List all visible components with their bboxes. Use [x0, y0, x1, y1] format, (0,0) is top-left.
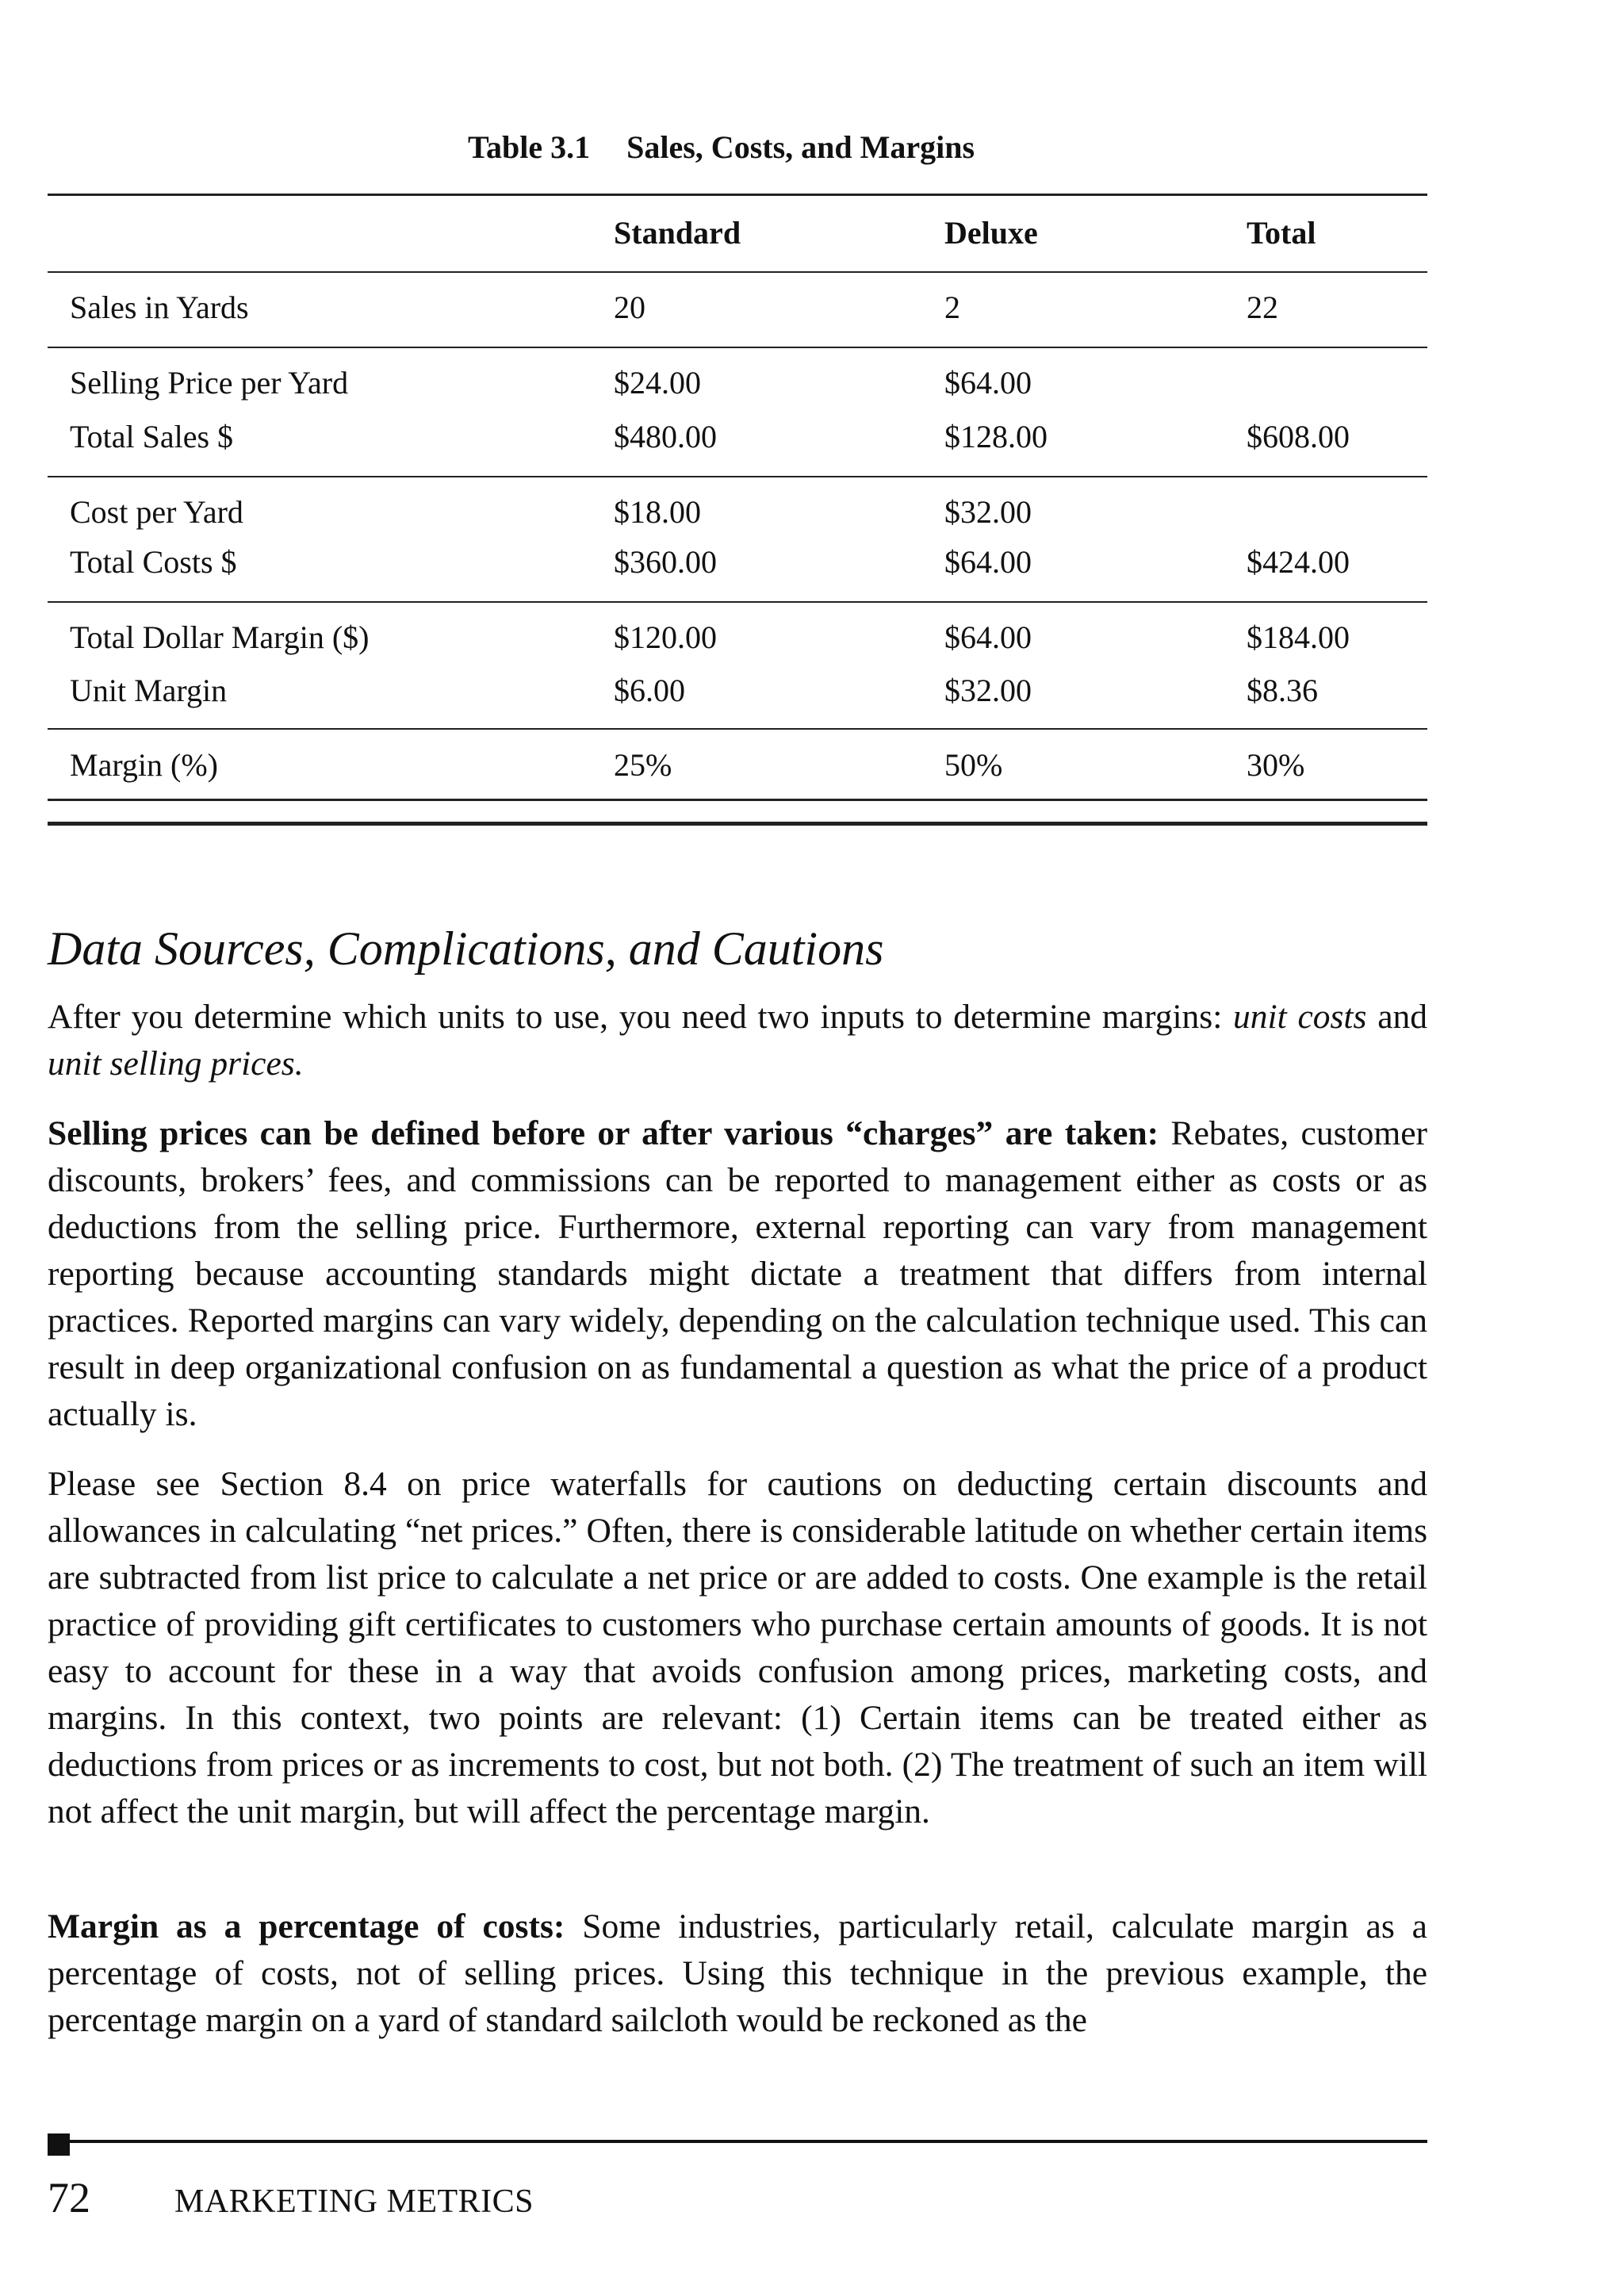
table-cell: 30% — [1247, 747, 1305, 783]
table-cell: $128.00 — [944, 419, 1048, 454]
table-title: Sales, Costs, and Margins — [626, 129, 975, 165]
table-cell: $360.00 — [614, 544, 717, 580]
section-heading: Data Sources, Complications, and Cautions — [48, 922, 884, 975]
paragraph-text: Some industries, particularly retail, calculate margin as a percentage of costs, not of selling prices. Using this technique in the previous example, the percentage margin on a yard of standard sailcloth would be reckoned as the — [48, 1907, 1427, 2039]
table-header-cell: Deluxe — [944, 215, 1038, 251]
table-cell: $64.00 — [944, 619, 1032, 655]
table-row — [48, 746, 1427, 794]
table-caption — [468, 128, 975, 166]
table-cell: $24.00 — [614, 365, 701, 401]
table-row — [48, 364, 1427, 412]
table-cell: 2 — [944, 289, 960, 325]
table-cell: $6.00 — [614, 673, 685, 708]
table-cell: $18.00 — [614, 494, 701, 530]
table-cell: $424.00 — [1247, 544, 1350, 580]
paragraph-selling-prices — [48, 1110, 1427, 1438]
table-header-row — [48, 214, 1427, 262]
running-footer-title: MARKETING METRICS — [174, 2183, 534, 2220]
table-cell: $608.00 — [1247, 419, 1350, 454]
table-rule — [48, 799, 1427, 801]
table-rule — [48, 601, 1427, 603]
table-row — [48, 543, 1427, 591]
table-row — [48, 289, 1427, 336]
table-cell: Unit Margin — [70, 673, 228, 708]
table-rule — [48, 476, 1427, 477]
paragraph-margin-of-costs — [48, 1903, 1427, 2044]
emphasis-text: unit costs — [1233, 998, 1367, 1036]
table-row — [48, 672, 1427, 719]
table-cell: 50% — [944, 747, 1003, 783]
paragraph-text: Please see Section 8.4 on price waterfalls for cautions on deducting certain discounts and allowances in calculating “net prices.” Often, there is considerable latitude on whether certain items are subtracted from list price to calculate a net price or are added to costs. One example is the retail practice of providing gift certificates to customers who purchase certain amounts of goods. It is not easy to account for these in a way that avoids confusion among prices, marketing costs, and margins. In this context, two points are relevant: (1) Certain items can be treated either as deductions from prices or as increments to cost, but not both. (2) The treatment of such an item will not affect the unit margin, but will affect the percentage margin. — [48, 1465, 1427, 1831]
footer-rule — [48, 2140, 1427, 2143]
table-header-cell: Standard — [614, 215, 741, 251]
table-cell: Total Costs $ — [70, 544, 237, 580]
paragraph-lead: Margin as a percentage of costs: — [48, 1907, 565, 1946]
table-cell: $120.00 — [614, 619, 717, 655]
page-number: 72 — [48, 2174, 90, 2222]
table-row — [48, 493, 1427, 541]
emphasis-text: unit selling prices. — [48, 1045, 304, 1083]
table-cell: 20 — [614, 289, 645, 325]
table-cell: Selling Price per Yard — [70, 365, 349, 401]
table-row — [48, 418, 1427, 466]
table-cell: $184.00 — [1247, 619, 1350, 655]
table-cell: 22 — [1247, 289, 1278, 325]
table-rule — [48, 347, 1427, 348]
table-rule — [48, 822, 1427, 826]
paragraph-inputs — [48, 994, 1427, 1087]
table-rule — [48, 271, 1427, 273]
table-number: Table 3.1 — [468, 129, 591, 165]
table-cell: $64.00 — [944, 365, 1032, 401]
paragraph-text: and — [1366, 998, 1427, 1036]
footer-square-marker — [48, 2133, 70, 2156]
table-cell: $64.00 — [944, 544, 1032, 580]
table-rule — [48, 728, 1427, 730]
table-header-cell: Total — [1247, 215, 1316, 251]
table-cell: Cost per Yard — [70, 494, 243, 530]
table-cell: Total Sales $ — [70, 419, 234, 454]
table-cell: $32.00 — [944, 673, 1032, 708]
paragraph-text: Rebates, customer discounts, brokers’ fees, and commissions can be reported to management either as costs or as deductions from the selling price. Furthermore, external reporting can vary from management reporting because accounting standards might dictate a treatment that differs from internal practices. Reported margins can vary widely, depending on the calculation technique used. This can result in deep organizational confusion on as fundamental a question as what the price of a product actually is. — [48, 1114, 1428, 1433]
table-cell: Sales in Yards — [70, 289, 249, 325]
table-rule — [48, 194, 1427, 196]
table-cell: Margin (%) — [70, 747, 218, 783]
table-cell: $480.00 — [614, 419, 717, 454]
paragraph-price-waterfalls — [48, 1461, 1427, 1835]
table-cell: $8.36 — [1247, 673, 1318, 708]
table-cell: $32.00 — [944, 494, 1032, 530]
table-cell: 25% — [614, 747, 672, 783]
table-cell: Total Dollar Margin ($) — [70, 619, 370, 655]
paragraph-lead: Selling prices can be defined before or after various “charges” are taken: — [48, 1114, 1159, 1152]
table-row — [48, 619, 1427, 666]
paragraph-text: After you determine which units to use, you need two inputs to determine margins: — [48, 998, 1234, 1036]
